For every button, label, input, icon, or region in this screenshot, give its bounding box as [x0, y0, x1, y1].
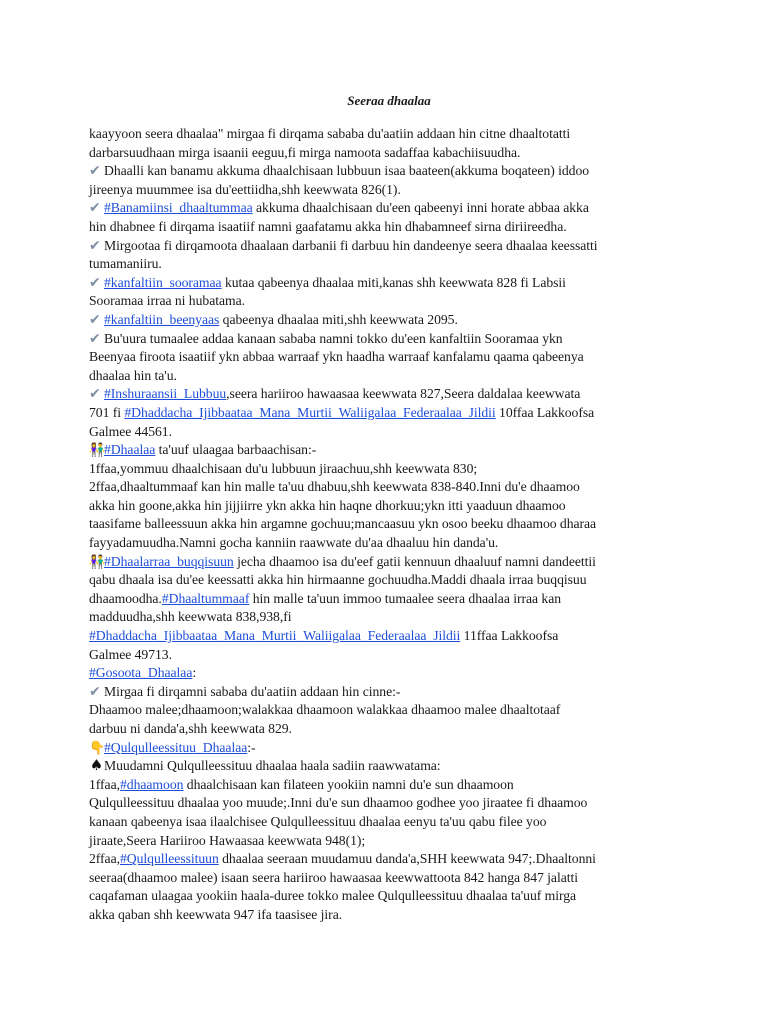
- line-text: hin malle ta'uun immoo tumaalee seera dhaalaa irraa kan: [249, 590, 562, 606]
- hashtag-link[interactable]: #Gosoota_Dhaalaa: [89, 665, 193, 681]
- checkmark-icon: ✔: [89, 237, 101, 254]
- hashtag-link[interactable]: #kanfaltiin_sooramaa: [104, 274, 222, 290]
- line-text: kanaan qabeenya isaa ilaalchisee Qulqulleessituu dhaalaa eenyu ta'uu qabu filee yoo: [89, 813, 547, 829]
- line-text: dhaalaa seeraan muudamuu danda'a,SHH keewwata 947;.Dhaaltonni: [218, 851, 596, 867]
- hashtag-link[interactable]: #Inshuraansii_Lubbuu: [104, 386, 227, 402]
- document-line: [89, 608, 689, 627]
- document-line: [89, 348, 689, 367]
- document-line: [89, 553, 689, 572]
- document-line: [89, 869, 689, 888]
- line-text: dhaalaa hin ta'u.: [89, 367, 177, 383]
- line-text: akkuma dhaalchisaan du'een qabeenyi inni horate abbaa akka: [252, 200, 589, 216]
- document-line: [89, 534, 689, 553]
- line-text: caqafaman ulaagaa yookiin haala-duree tokko malee Qulqulleessituu dhaalaa ta'uuf mirga: [89, 888, 577, 904]
- document-line: [89, 144, 689, 163]
- hashtag-link[interactable]: #Dhaalarraa_buqqisuun: [104, 553, 234, 569]
- line-text: seeraa(dhaamoo malee) isaan seera hariiroo hawaasaa keewwattoota 842 hanga 847 jalatti: [89, 869, 578, 885]
- document-line: [89, 683, 689, 702]
- hashtag-link[interactable]: #Qulqulleessituun: [120, 851, 219, 867]
- document-line: [89, 813, 689, 832]
- document-line: [89, 720, 689, 739]
- line-text: Dhaamoo malee;dhaamoon;walakkaa dhaamoon walakkaa dhaamoo malee dhaaltotaaf: [89, 702, 561, 718]
- document-line: [89, 237, 689, 256]
- document-line: [89, 404, 689, 423]
- line-text: fayyadamuudha.Namni gocha kanniin raawwate du'aa dhaaluu hin danda'u.: [89, 535, 499, 551]
- line-text: 2ffaa,dhaaltummaaf kan hin malle ta'uu dhabuu,shh keewwata 838-840.Inni du'e dhaamoo: [89, 479, 580, 495]
- hashtag-link[interactable]: #dhaamoon: [120, 776, 184, 792]
- checkmark-icon: ✔: [89, 163, 101, 180]
- document-line: [89, 423, 689, 442]
- line-text: jecha dhaamoo isa du'eef gatii kennuun dhaaluuf namni dandeettii: [233, 553, 596, 569]
- line-text: taasifame balleessuun akka hin argamne gochuu;mancaasuu ykn osoo beeku dhaamoo dharaa: [89, 516, 597, 532]
- document-line: [89, 478, 689, 497]
- document-line: [89, 850, 689, 869]
- line-text: Galmee 49713.: [89, 646, 172, 662]
- line-text: akka hin goone,akka hin jijjiirre ykn akka hin haqne dhorkuu;ykn itti yaaduun dhaamoo: [89, 497, 566, 513]
- line-text: Dhaalli kan banamu akkuma dhaalchisaan lubbuun isaa baateen(akkuma boqateen) iddoo: [104, 163, 590, 179]
- people-icon: 👫: [89, 443, 106, 459]
- line-text: jiraate,Seera Hariiroo Hawaasaa keewwata 948(1);: [89, 832, 366, 848]
- line-text: Beenyaa firoota isaatiif ykn abbaa warraaf ykn haadha warraaf kanfalamu qaama qabeenya: [89, 349, 584, 365]
- line-text: hin dhabnee fi dirqama isaatiif namni gaafatamu akka hin dhabamneef sirna diriireedha.: [89, 218, 567, 234]
- checkmark-icon: ✔: [89, 311, 101, 328]
- line-text: Muudamni Qulqulleessituu dhaalaa haala sadiin raawwatama:: [104, 758, 441, 774]
- document-line: [89, 255, 689, 274]
- document-line: [89, 701, 689, 720]
- document-line: [89, 367, 689, 386]
- document-line: [89, 571, 689, 590]
- checkmark-icon: ✔: [89, 200, 101, 217]
- line-text: Galmee 44561.: [89, 423, 172, 439]
- checkmark-icon: ✔: [89, 274, 101, 291]
- document-body: [89, 125, 689, 925]
- line-text: 1ffaa,: [89, 776, 120, 792]
- checkmark-icon: ✔: [89, 386, 101, 403]
- spade-icon: ♠: [89, 756, 104, 775]
- document-line: [89, 757, 689, 776]
- line-text: 2ffaa,: [89, 851, 120, 867]
- document-line: [89, 627, 689, 646]
- line-text: dhaamoodha.: [89, 590, 162, 606]
- line-text: 11ffaa Lakkoofsa: [460, 628, 559, 644]
- document-line: [89, 906, 689, 925]
- hashtag-link[interactable]: #Qulqulleessituu_Dhaalaa: [104, 739, 248, 755]
- document-line: [89, 646, 689, 665]
- line-text: ta'uuf ulaagaa barbaachisan:-: [155, 442, 317, 458]
- document-line: [89, 794, 689, 813]
- line-text: Qulqulleessituu dhaalaa yoo muude;.Inni du'e sun dhaamoo godhee yoo jiraatee fi dhaamoo: [89, 795, 588, 811]
- line-text: qabu dhaala isa du'ee keessatti akka hin hirmaanne gochuudha.Maddi dhaala irraa buqqisuu: [89, 572, 587, 588]
- document-line: [89, 497, 689, 516]
- document-line: [89, 311, 689, 330]
- checkmark-icon: ✔: [89, 330, 101, 347]
- document-line: [89, 739, 689, 758]
- document-line: [89, 330, 689, 349]
- document-line: [89, 218, 689, 237]
- line-text: kutaa qabeenya dhaalaa miti,kanas shh keewwata 828 fi Labsii: [221, 274, 566, 290]
- document-line: [89, 515, 689, 534]
- document-line: [89, 125, 689, 144]
- line-text: :: [192, 665, 197, 681]
- line-text: 10ffaa Lakkoofsa: [495, 404, 595, 420]
- checkmark-icon: ✔: [89, 683, 101, 700]
- line-text: 701 fi: [89, 404, 125, 420]
- pointing-hand-icon: 👇: [89, 740, 106, 756]
- document-line: [89, 162, 689, 181]
- line-text: Sooramaa irraa ni hubatama.: [89, 293, 245, 309]
- line-text: :-: [247, 739, 256, 755]
- hashtag-link[interactable]: #Banamiinsi_dhaaltummaa: [104, 200, 253, 216]
- document-line: [89, 460, 689, 479]
- hashtag-link[interactable]: #Dhaaltummaaf: [161, 590, 250, 606]
- line-text: qabeenya dhaalaa miti,shh keewwata 2095.: [219, 311, 458, 327]
- hashtag-link[interactable]: #Dhaalaa: [104, 442, 156, 458]
- document-line: [89, 181, 689, 200]
- line-text: darbuu ni danda'a,shh keewwata 829.: [89, 721, 292, 736]
- document-line: [89, 887, 689, 906]
- document-line: [89, 832, 689, 851]
- line-text: tumamaniiru.: [89, 256, 162, 272]
- line-text: Mirgaa fi dirqamni sababa du'aatiin addaan hin cinne:-: [104, 683, 401, 699]
- line-text: Mirgootaa fi dirqamoota dhaalaan darbanii fi darbuu hin dandeenye seera dhaalaa keessatti: [104, 237, 598, 253]
- hashtag-link[interactable]: #Dhaddacha_Ijibbaataa_Mana_Murtii_Waliigalaa_Federaalaa_Jildii: [89, 628, 461, 644]
- line-text: darbarsuudhaan mirga isaanii eeguu,fi mirga namoota sadaffaa kabachiisuudha.: [89, 144, 521, 160]
- document-line: [89, 590, 689, 609]
- line-text: ,seera hariiroo hawaasaa keewwata 827,Seera daldalaa keewwata: [226, 386, 581, 402]
- hashtag-link[interactable]: #kanfaltiin_beenyaas: [104, 311, 220, 327]
- line-text: kaayyoon seera dhaalaa" mirgaa fi dirqama sababa du'aatiin addaan hin citne dhaaltotatti: [89, 126, 571, 141]
- line-text: akka qaban shh keewwata 947 ifa taasisee jira.: [89, 906, 343, 922]
- document-line: [89, 385, 689, 404]
- line-text: dhaalchisaan kan filateen yookiin namni du'e sun dhaamoon: [183, 776, 514, 792]
- document-line: [89, 664, 689, 683]
- line-text: 1ffaa,yommuu dhaalchisaan du'u lubbuun jiraachuu,shh keewwata 830;: [89, 460, 478, 476]
- line-text: jireenya muummee isa du'eettiidha,shh keewwata 826(1).: [89, 181, 401, 197]
- document-line: [89, 274, 689, 293]
- document-line: [89, 292, 689, 311]
- people-icon: 👫: [89, 554, 106, 570]
- document-line: [89, 776, 689, 795]
- line-text: madduudha,shh keewwata 838,938,fi: [89, 609, 292, 625]
- line-text: Bu'uura tumaalee addaa kanaan sababa namni tokko du'een kanfaltiin Sooramaa ykn: [104, 330, 563, 346]
- hashtag-link[interactable]: #Dhaddacha_Ijibbaataa_Mana_Murtii_Waliigalaa_Federaalaa_Jildii: [124, 404, 496, 420]
- document-line: [89, 199, 689, 218]
- document-title: Seeraa dhaalaa: [347, 93, 431, 108]
- document-line: [89, 441, 689, 460]
